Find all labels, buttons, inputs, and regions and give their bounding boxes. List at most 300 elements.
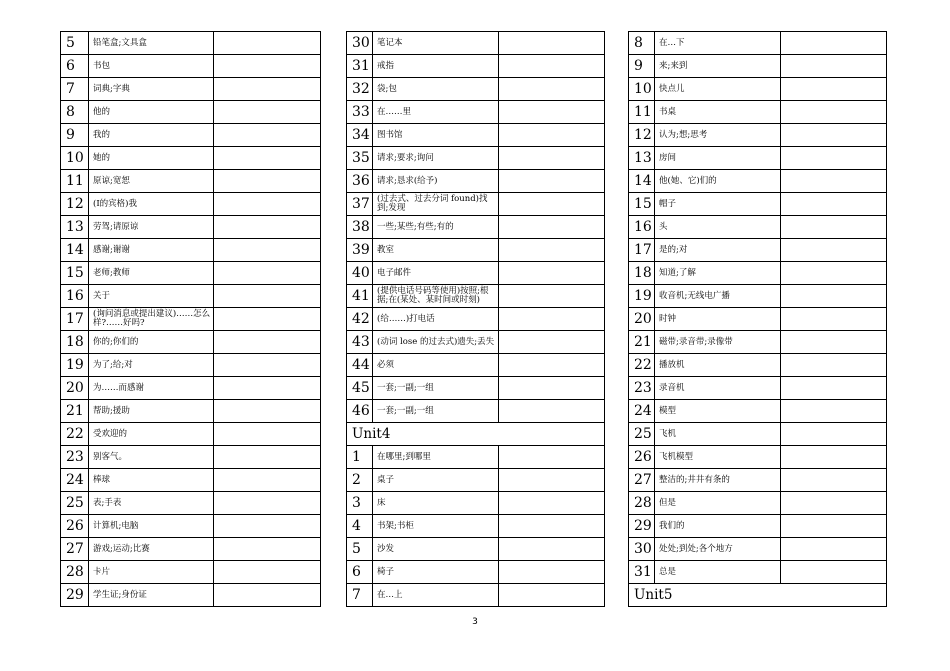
chinese-meaning: 床: [373, 492, 499, 515]
vocab-row: [347, 308, 605, 331]
vocab-row: [347, 354, 605, 377]
answer-blank[interactable]: [499, 561, 605, 584]
answer-blank[interactable]: [214, 239, 321, 262]
chinese-meaning: 在…下: [655, 32, 781, 55]
chinese-meaning: 处处;到处;各个地方: [655, 538, 781, 561]
chinese-meaning: 词典;字典: [89, 78, 214, 101]
answer-blank[interactable]: [781, 32, 887, 55]
chinese-meaning: 电子邮件: [373, 262, 499, 285]
item-number: 20: [61, 377, 89, 400]
answer-blank[interactable]: [214, 377, 321, 400]
item-number: 42: [347, 308, 373, 331]
answer-blank[interactable]: [781, 446, 887, 469]
answer-blank[interactable]: [214, 423, 321, 446]
answer-blank[interactable]: [214, 262, 321, 285]
answer-blank[interactable]: [499, 492, 605, 515]
answer-blank[interactable]: [499, 400, 605, 423]
answer-blank[interactable]: [499, 216, 605, 239]
vocab-row: [61, 308, 321, 331]
chinese-meaning: 我们的: [655, 515, 781, 538]
chinese-meaning: 感谢;谢谢: [89, 239, 214, 262]
item-number: 3: [347, 492, 373, 515]
answer-blank[interactable]: [214, 285, 321, 308]
item-number: 34: [347, 124, 373, 147]
answer-blank[interactable]: [781, 354, 887, 377]
chinese-meaning: 房间: [655, 147, 781, 170]
chinese-meaning: 原谅;宽恕: [89, 170, 214, 193]
vocab-row: [347, 262, 605, 285]
item-number: 28: [61, 561, 89, 584]
chinese-meaning: 飞机: [655, 423, 781, 446]
chinese-meaning: 磁带;录音带;录像带: [655, 331, 781, 354]
vocab-row: [61, 78, 321, 101]
answer-blank[interactable]: [499, 538, 605, 561]
item-number: 27: [629, 469, 655, 492]
vocab-row: [347, 193, 605, 216]
vocab-row: [629, 469, 887, 492]
chinese-meaning: 你的;你们的: [89, 331, 214, 354]
vocab-row: [629, 423, 887, 446]
unit-header-row: [347, 423, 605, 446]
chinese-meaning: 关于: [89, 285, 214, 308]
vocab-row: [629, 124, 887, 147]
answer-blank[interactable]: [781, 78, 887, 101]
vocab-row: [629, 262, 887, 285]
item-number: 30: [629, 538, 655, 561]
chinese-meaning: 学生证;身份证: [89, 584, 214, 607]
answer-blank[interactable]: [781, 262, 887, 285]
vocab-row: [347, 285, 605, 308]
chinese-meaning: 请求;要求;询问: [373, 147, 499, 170]
vocab-row: [61, 170, 321, 193]
vocab-row: [629, 193, 887, 216]
chinese-meaning: 总是: [655, 561, 781, 584]
vocab-row: [629, 538, 887, 561]
vocab-row: [347, 515, 605, 538]
chinese-meaning: 一套;一副;一组: [373, 400, 499, 423]
item-number: 7: [61, 78, 89, 101]
vocab-row: [629, 515, 887, 538]
vocab-row: [61, 193, 321, 216]
answer-blank[interactable]: [781, 515, 887, 538]
chinese-meaning: 计算机;电脑: [89, 515, 214, 538]
answer-blank[interactable]: [214, 584, 321, 607]
answer-blank[interactable]: [781, 193, 887, 216]
chinese-meaning: 沙发: [373, 538, 499, 561]
item-number: 46: [347, 400, 373, 423]
vocab-row: [347, 446, 605, 469]
answer-blank[interactable]: [214, 354, 321, 377]
answer-blank[interactable]: [214, 170, 321, 193]
answer-blank[interactable]: [214, 32, 321, 55]
vocab-table-left: [60, 31, 321, 607]
answer-blank[interactable]: [781, 492, 887, 515]
item-number: 35: [347, 147, 373, 170]
vocab-row: [629, 331, 887, 354]
vocab-row: [61, 124, 321, 147]
answer-blank[interactable]: [499, 308, 605, 331]
item-number: 23: [61, 446, 89, 469]
chinese-meaning: 笔记本: [373, 32, 499, 55]
vocab-row: [61, 515, 321, 538]
answer-blank[interactable]: [499, 469, 605, 492]
answer-blank[interactable]: [214, 561, 321, 584]
answer-blank[interactable]: [781, 561, 887, 584]
vocab-row: [61, 262, 321, 285]
answer-blank[interactable]: [781, 538, 887, 561]
item-number: 26: [61, 515, 89, 538]
item-number: 44: [347, 354, 373, 377]
vocab-row: [629, 78, 887, 101]
item-number: 22: [629, 354, 655, 377]
chinese-meaning: 受欢迎的: [89, 423, 214, 446]
item-number: 18: [61, 331, 89, 354]
unit-header-row: [629, 584, 887, 607]
vocab-row: [61, 331, 321, 354]
chinese-meaning: 播放机: [655, 354, 781, 377]
item-number: 45: [347, 377, 373, 400]
item-number: 5: [347, 538, 373, 561]
answer-blank[interactable]: [781, 400, 887, 423]
item-number: 11: [629, 101, 655, 124]
chinese-meaning: 但是: [655, 492, 781, 515]
vocab-row: [347, 216, 605, 239]
vocab-row: [629, 354, 887, 377]
chinese-meaning: (提供电话号码等使用)按照;根据;在(某处、某时间或时刻): [373, 285, 499, 308]
answer-blank[interactable]: [781, 101, 887, 124]
chinese-meaning: 时钟: [655, 308, 781, 331]
vocab-row: [629, 400, 887, 423]
answer-blank[interactable]: [214, 538, 321, 561]
item-number: 24: [61, 469, 89, 492]
answer-blank[interactable]: [781, 147, 887, 170]
item-number: 4: [347, 515, 373, 538]
chinese-meaning: 他(她、它)们的: [655, 170, 781, 193]
chinese-meaning: 书架;书柜: [373, 515, 499, 538]
item-number: 37: [347, 193, 373, 216]
page-number: 3: [472, 617, 478, 627]
item-number: 13: [629, 147, 655, 170]
item-number: 27: [61, 538, 89, 561]
chinese-meaning: 卡片: [89, 561, 214, 584]
vocab-row: [629, 308, 887, 331]
vocab-row: [629, 492, 887, 515]
vocab-row: [347, 469, 605, 492]
item-number: 15: [629, 193, 655, 216]
chinese-meaning: 飞机模型: [655, 446, 781, 469]
vocab-row: [629, 561, 887, 584]
answer-blank[interactable]: [499, 78, 605, 101]
item-number: 11: [61, 170, 89, 193]
vocab-row: [347, 32, 605, 55]
chinese-meaning: 帮助;援助: [89, 400, 214, 423]
vocab-row: [347, 538, 605, 561]
item-number: 30: [347, 32, 373, 55]
chinese-meaning: 认为;想;思考: [655, 124, 781, 147]
vocab-row: [61, 492, 321, 515]
chinese-meaning: 书桌: [655, 101, 781, 124]
vocab-row: [629, 147, 887, 170]
item-number: 8: [61, 101, 89, 124]
item-number: 29: [61, 584, 89, 607]
chinese-meaning: 在…上: [373, 584, 499, 607]
item-number: 9: [61, 124, 89, 147]
vocab-row: [347, 400, 605, 423]
vocab-row: [629, 101, 887, 124]
vocab-table-right: [628, 31, 887, 607]
vocab-row: [347, 78, 605, 101]
vocab-row: [61, 239, 321, 262]
chinese-meaning: 请求;恳求(给予): [373, 170, 499, 193]
chinese-meaning: 劳驾;请原谅: [89, 216, 214, 239]
chinese-meaning: 棒球: [89, 469, 214, 492]
item-number: 24: [629, 400, 655, 423]
chinese-meaning: 一些;某些;有些;有的: [373, 216, 499, 239]
chinese-meaning: 她的: [89, 147, 214, 170]
chinese-meaning: 录音机: [655, 377, 781, 400]
chinese-meaning: 别客气。: [89, 446, 214, 469]
item-number: 9: [629, 55, 655, 78]
answer-blank[interactable]: [499, 239, 605, 262]
vocab-row: [61, 32, 321, 55]
vocab-row: [61, 216, 321, 239]
item-number: 25: [629, 423, 655, 446]
answer-blank[interactable]: [499, 331, 605, 354]
answer-blank[interactable]: [214, 147, 321, 170]
vocab-row: [347, 239, 605, 262]
chinese-meaning: 一套;一副;一组: [373, 377, 499, 400]
vocab-row: [61, 584, 321, 607]
vocab-row: [629, 377, 887, 400]
vocab-row: [347, 147, 605, 170]
item-number: 18: [629, 262, 655, 285]
item-number: 40: [347, 262, 373, 285]
chinese-meaning: 帽子: [655, 193, 781, 216]
item-number: 21: [61, 400, 89, 423]
item-number: 32: [347, 78, 373, 101]
chinese-meaning: 收音机;无线电广播: [655, 285, 781, 308]
item-number: 39: [347, 239, 373, 262]
answer-blank[interactable]: [781, 216, 887, 239]
vocab-row: [61, 55, 321, 78]
vocab-row: [61, 354, 321, 377]
chinese-meaning: 在……里: [373, 101, 499, 124]
vocab-row: [61, 446, 321, 469]
vocab-row: [629, 55, 887, 78]
answer-blank[interactable]: [214, 78, 321, 101]
item-number: 17: [629, 239, 655, 262]
item-number: 38: [347, 216, 373, 239]
item-number: 14: [61, 239, 89, 262]
item-number: 33: [347, 101, 373, 124]
answer-blank[interactable]: [781, 239, 887, 262]
item-number: 20: [629, 308, 655, 331]
answer-blank[interactable]: [214, 469, 321, 492]
item-number: 26: [629, 446, 655, 469]
answer-blank[interactable]: [499, 584, 605, 607]
item-number: 41: [347, 285, 373, 308]
chinese-meaning: 老师;教师: [89, 262, 214, 285]
chinese-meaning: (给……)打电话: [373, 308, 499, 331]
item-number: 12: [629, 124, 655, 147]
vocab-row: [629, 170, 887, 193]
answer-blank[interactable]: [214, 492, 321, 515]
chinese-meaning: 教室: [373, 239, 499, 262]
item-number: 6: [61, 55, 89, 78]
chinese-meaning: 为……而感谢: [89, 377, 214, 400]
answer-blank[interactable]: [214, 400, 321, 423]
answer-blank[interactable]: [781, 308, 887, 331]
answer-blank[interactable]: [781, 377, 887, 400]
chinese-meaning: 书包: [89, 55, 214, 78]
answer-blank[interactable]: [214, 124, 321, 147]
item-number: 25: [61, 492, 89, 515]
item-number: 29: [629, 515, 655, 538]
vocab-row: [347, 377, 605, 400]
answer-blank[interactable]: [499, 377, 605, 400]
item-number: 21: [629, 331, 655, 354]
item-number: 7: [347, 584, 373, 607]
vocab-row: [347, 492, 605, 515]
answer-blank[interactable]: [499, 285, 605, 308]
chinese-meaning: 桌子: [373, 469, 499, 492]
vocab-row: [61, 469, 321, 492]
item-number: 13: [61, 216, 89, 239]
answer-blank[interactable]: [499, 354, 605, 377]
chinese-meaning: 戒指: [373, 55, 499, 78]
item-number: 12: [61, 193, 89, 216]
answer-blank[interactable]: [781, 423, 887, 446]
answer-blank[interactable]: [781, 170, 887, 193]
item-number: 19: [61, 354, 89, 377]
vocab-row: [629, 239, 887, 262]
unit-heading: Unit4: [347, 423, 605, 446]
answer-blank[interactable]: [781, 331, 887, 354]
item-number: 15: [61, 262, 89, 285]
answer-blank[interactable]: [214, 515, 321, 538]
item-number: 8: [629, 32, 655, 55]
answer-blank[interactable]: [214, 55, 321, 78]
answer-blank[interactable]: [781, 285, 887, 308]
vocab-row: [61, 377, 321, 400]
chinese-meaning: 为了;给;对: [89, 354, 214, 377]
chinese-meaning: (过去式、过去分词 found)找到;发现: [373, 193, 499, 216]
answer-blank[interactable]: [781, 469, 887, 492]
item-number: 31: [347, 55, 373, 78]
chinese-meaning: 头: [655, 216, 781, 239]
chinese-meaning: 必须: [373, 354, 499, 377]
item-number: 14: [629, 170, 655, 193]
answer-blank[interactable]: [499, 55, 605, 78]
answer-blank[interactable]: [499, 147, 605, 170]
answer-blank[interactable]: [214, 193, 321, 216]
chinese-meaning: 椅子: [373, 561, 499, 584]
answer-blank[interactable]: [781, 124, 887, 147]
vocab-row: [61, 147, 321, 170]
item-number: 10: [61, 147, 89, 170]
vocab-row: [347, 331, 605, 354]
chinese-meaning: 整洁的;井井有条的: [655, 469, 781, 492]
chinese-meaning: 图书馆: [373, 124, 499, 147]
item-number: 16: [629, 216, 655, 239]
item-number: 10: [629, 78, 655, 101]
vocab-row: [61, 101, 321, 124]
vocab-row: [629, 32, 887, 55]
chinese-meaning: 快点儿: [655, 78, 781, 101]
vocab-row: [347, 55, 605, 78]
chinese-meaning: 铅笔盒;文具盒: [89, 32, 214, 55]
answer-blank[interactable]: [781, 55, 887, 78]
chinese-meaning: 模型: [655, 400, 781, 423]
answer-blank[interactable]: [214, 101, 321, 124]
item-number: 5: [61, 32, 89, 55]
item-number: 28: [629, 492, 655, 515]
answer-blank[interactable]: [214, 216, 321, 239]
answer-blank[interactable]: [214, 331, 321, 354]
answer-blank[interactable]: [499, 32, 605, 55]
answer-blank[interactable]: [214, 446, 321, 469]
answer-blank[interactable]: [499, 446, 605, 469]
vocab-row: [629, 285, 887, 308]
item-number: 36: [347, 170, 373, 193]
item-number: 17: [61, 308, 89, 331]
answer-blank[interactable]: [499, 193, 605, 216]
vocab-row: [61, 423, 321, 446]
vocab-row: [629, 446, 887, 469]
vocab-row: [61, 400, 321, 423]
item-number: 19: [629, 285, 655, 308]
item-number: 31: [629, 561, 655, 584]
vocab-table-middle: [346, 31, 605, 607]
item-number: 43: [347, 331, 373, 354]
chinese-meaning: (动词 lose 的过去式)遗失;丢失: [373, 331, 499, 354]
answer-blank[interactable]: [499, 124, 605, 147]
vocab-row: [347, 101, 605, 124]
chinese-meaning: 袋;包: [373, 78, 499, 101]
vocab-row: [629, 216, 887, 239]
vocab-row: [61, 285, 321, 308]
chinese-meaning: (询问消息或提出建议)……怎么样?……好吗?: [89, 308, 214, 331]
vocab-row: [347, 561, 605, 584]
answer-blank[interactable]: [499, 101, 605, 124]
chinese-meaning: 是的;对: [655, 239, 781, 262]
vocab-row: [347, 170, 605, 193]
item-number: 2: [347, 469, 373, 492]
vocab-row: [347, 124, 605, 147]
chinese-meaning: 来;来到: [655, 55, 781, 78]
answer-blank[interactable]: [499, 515, 605, 538]
chinese-meaning: 在哪里;到哪里: [373, 446, 499, 469]
vocab-row: [61, 561, 321, 584]
chinese-meaning: 知道;了解: [655, 262, 781, 285]
item-number: 6: [347, 561, 373, 584]
answer-blank[interactable]: [499, 262, 605, 285]
chinese-meaning: 表;手表: [89, 492, 214, 515]
unit-heading: Unit5: [629, 584, 887, 607]
vocab-row: [347, 584, 605, 607]
vocab-row: [61, 538, 321, 561]
chinese-meaning: 我的: [89, 124, 214, 147]
answer-blank[interactable]: [214, 308, 321, 331]
chinese-meaning: (I的宾格)我: [89, 193, 214, 216]
chinese-meaning: 他的: [89, 101, 214, 124]
item-number: 22: [61, 423, 89, 446]
item-number: 23: [629, 377, 655, 400]
chinese-meaning: 游戏;运动;比赛: [89, 538, 214, 561]
answer-blank[interactable]: [499, 170, 605, 193]
item-number: 1: [347, 446, 373, 469]
item-number: 16: [61, 285, 89, 308]
